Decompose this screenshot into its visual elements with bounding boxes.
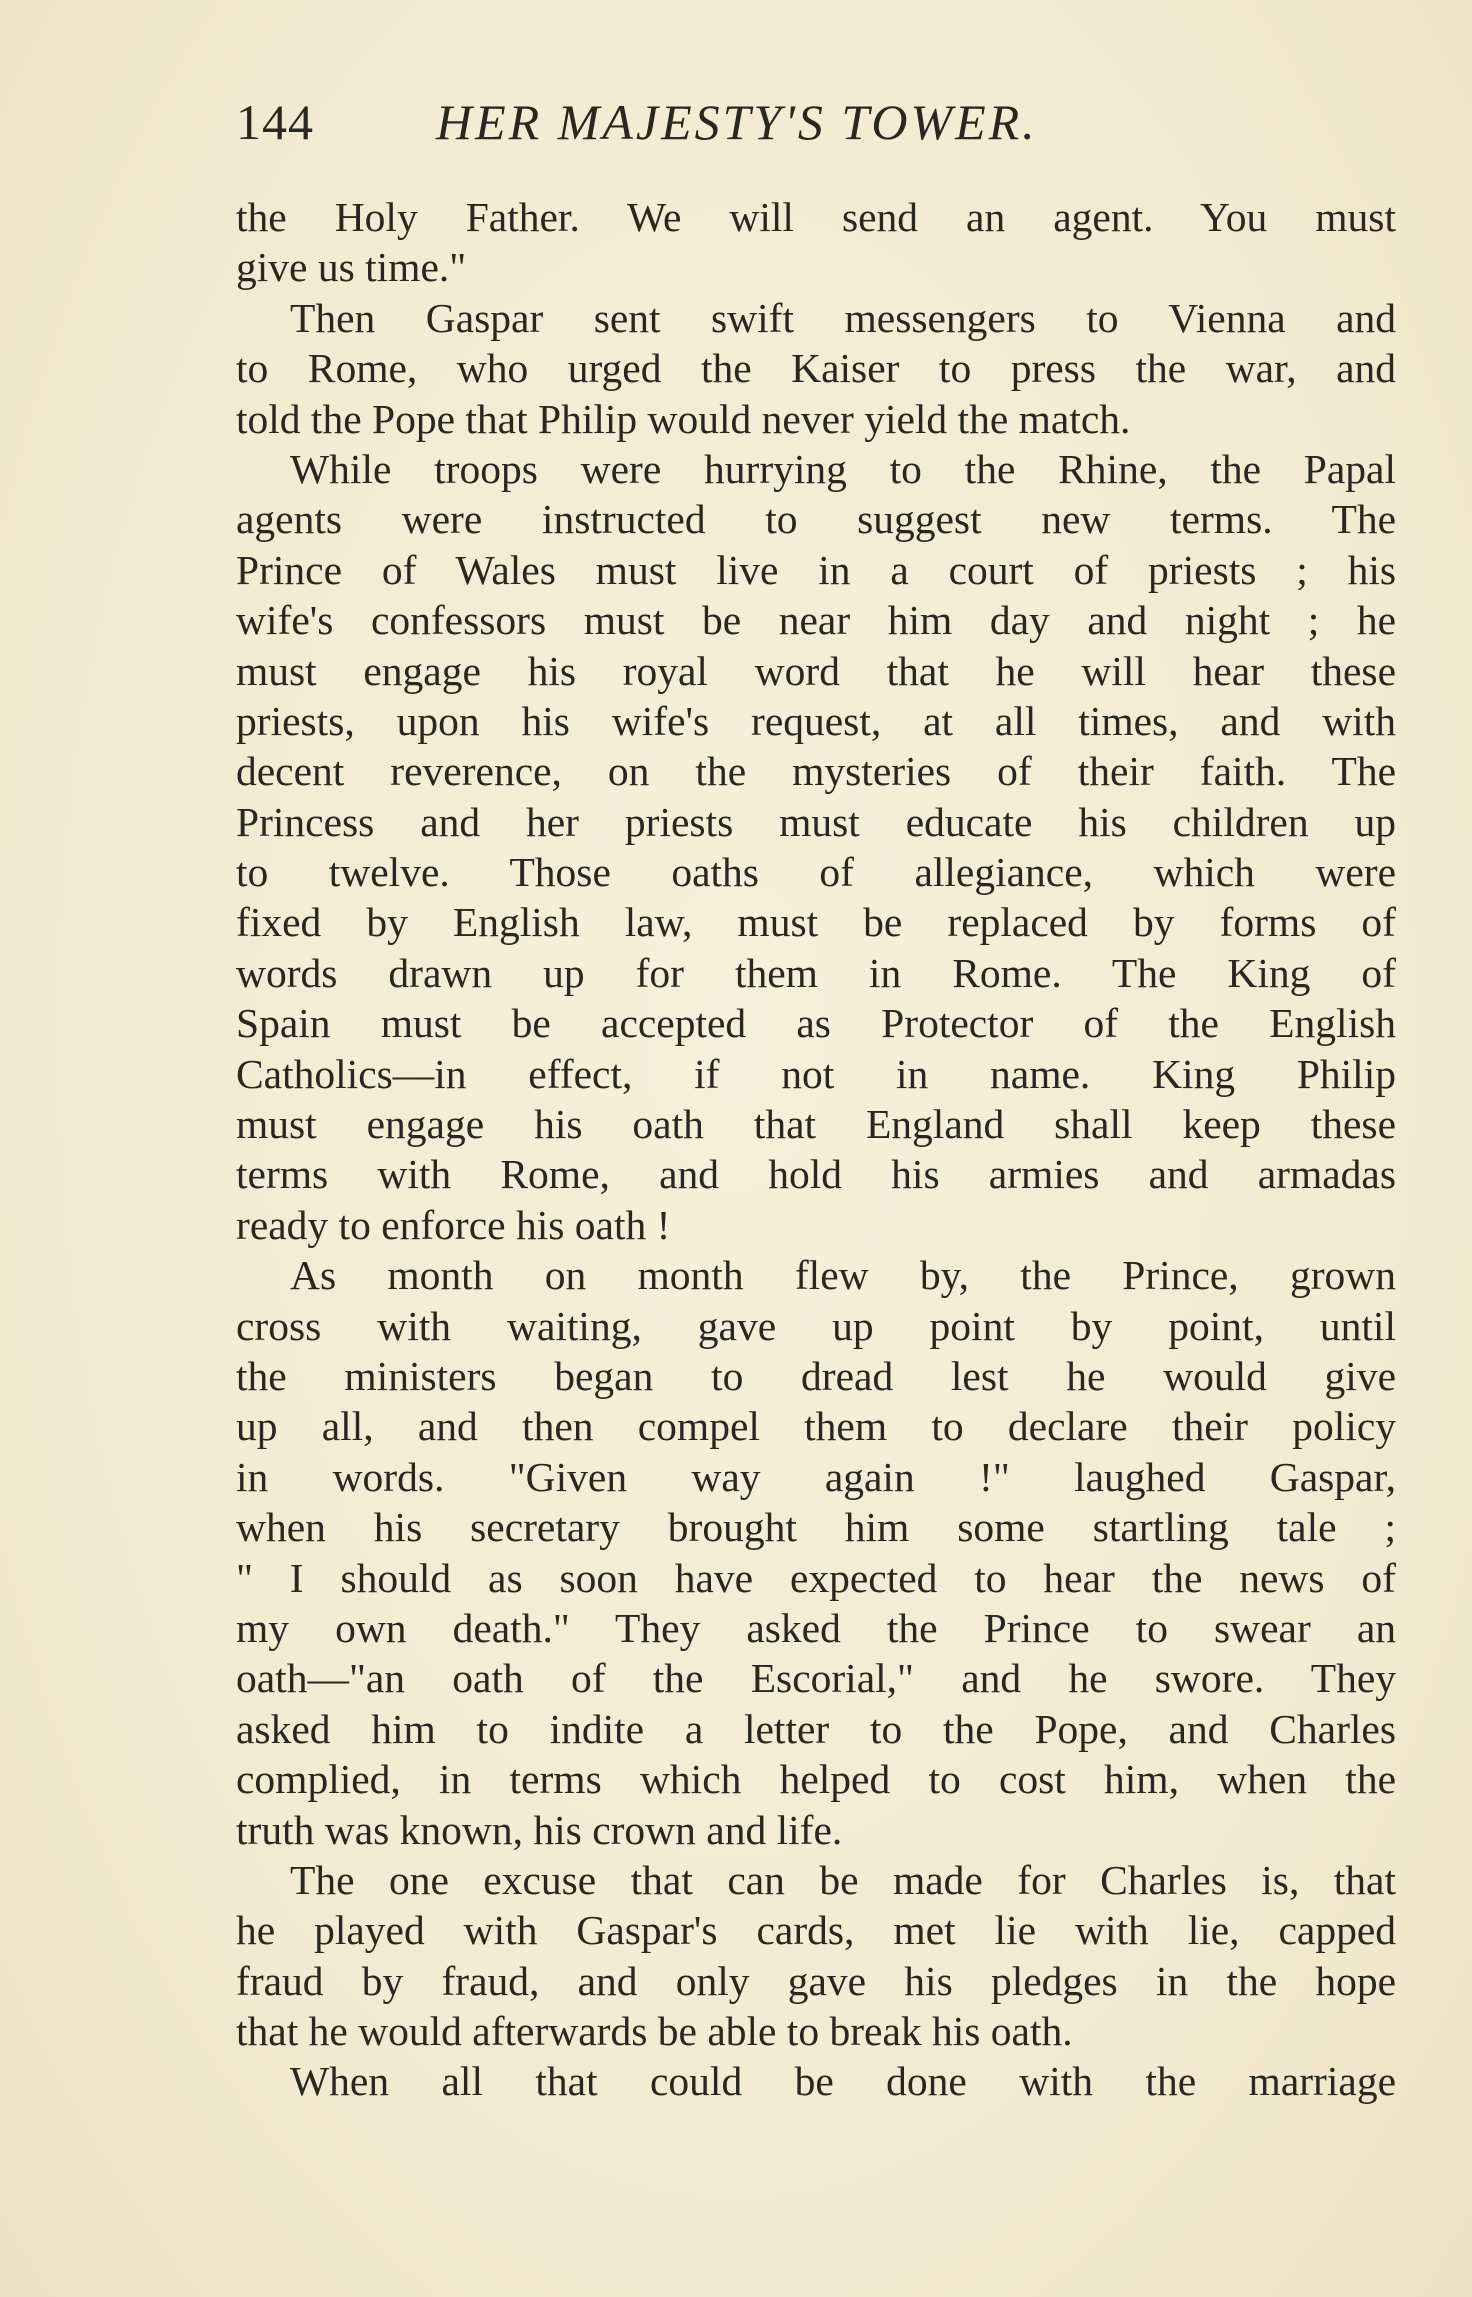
text-line: As month on month flew by, the Prince, grown xyxy=(290,1252,1396,1299)
text-line: he played with Gaspar's cards, met lie with lie, capped xyxy=(236,1907,1396,1954)
text-line: when his secretary brought him some startling tale ; xyxy=(236,1504,1396,1551)
text-line: Catholics—in effect, if not in name. King Philip xyxy=(236,1050,1396,1097)
text-line: truth was known, his crown and life. xyxy=(236,1806,843,1853)
text-line: must engage his oath that England shall keep these xyxy=(236,1101,1396,1148)
text-line: ready to enforce his oath ! xyxy=(236,1201,671,1248)
text-line: give us time." xyxy=(236,244,467,291)
body-text xyxy=(236,192,1396,2107)
text-line: fixed by English law, must be replaced by forms of xyxy=(236,899,1396,946)
text-line: Princess and her priests must educate his children up xyxy=(236,798,1396,845)
text-line: that he would afterwards be able to break his oath. xyxy=(236,2008,1073,2055)
text-line: cross with waiting, gave up point by point, until xyxy=(236,1302,1396,1349)
text-line: Then Gaspar sent swift messengers to Vienna and xyxy=(290,294,1396,341)
text-line: the ministers began to dread lest he would give xyxy=(236,1352,1396,1399)
text-line: told the Pope that Philip would never yield the match. xyxy=(236,395,1131,442)
running-head xyxy=(236,92,1236,152)
page-number: 144 xyxy=(236,94,314,150)
text-line: my own death." They asked the Prince to swear an xyxy=(236,1604,1396,1651)
text-line: asked him to indite a letter to the Pope, and Charles xyxy=(236,1705,1396,1752)
text-line: up all, and then compel them to declare their policy xyxy=(236,1403,1396,1450)
text-line: fraud by fraud, and only gave his pledges in the hope xyxy=(236,1957,1396,2004)
text-line: When all that could be done with the marriage xyxy=(290,2058,1396,2105)
text-line: priests, upon his wife's request, at all times, and with xyxy=(236,697,1396,744)
text-line: complied, in terms which helped to cost him, when the xyxy=(236,1756,1396,1803)
text-line: agents were instructed to suggest new terms. The xyxy=(236,496,1396,543)
text-line: wife's confessors must be near him day and night ; he xyxy=(236,597,1396,644)
text-line: oath—"an oath of the Escorial," and he swore. They xyxy=(236,1655,1396,1702)
text-line: in words. "Given way again !" laughed Gaspar, xyxy=(236,1453,1396,1500)
text-line: the Holy Father. We will send an agent. You must xyxy=(236,194,1396,240)
text-line: decent reverence, on the mysteries of their faith. The xyxy=(236,748,1396,795)
text-line: words drawn up for them in Rome. The King of xyxy=(236,949,1396,996)
text-line: to Rome, who urged the Kaiser to press the war, and xyxy=(236,345,1396,392)
text-line: must engage his royal word that he will hear these xyxy=(236,647,1396,694)
running-title: HER MAJESTY'S TOWER. xyxy=(436,94,1038,150)
text-line: to twelve. Those oaths of allegiance, which were xyxy=(236,849,1396,896)
text-line: terms with Rome, and hold his armies and armadas xyxy=(236,1151,1396,1198)
text-line: " I should as soon have expected to hear the news of xyxy=(236,1554,1396,1601)
text-line: While troops were hurrying to the Rhine, the Papal xyxy=(290,445,1396,492)
text-line: The one excuse that can be made for Charles is, that xyxy=(290,1856,1396,1903)
text-line: Spain must be accepted as Protector of the English xyxy=(236,1000,1396,1047)
text-line: Prince of Wales must live in a court of priests ; his xyxy=(236,546,1396,593)
